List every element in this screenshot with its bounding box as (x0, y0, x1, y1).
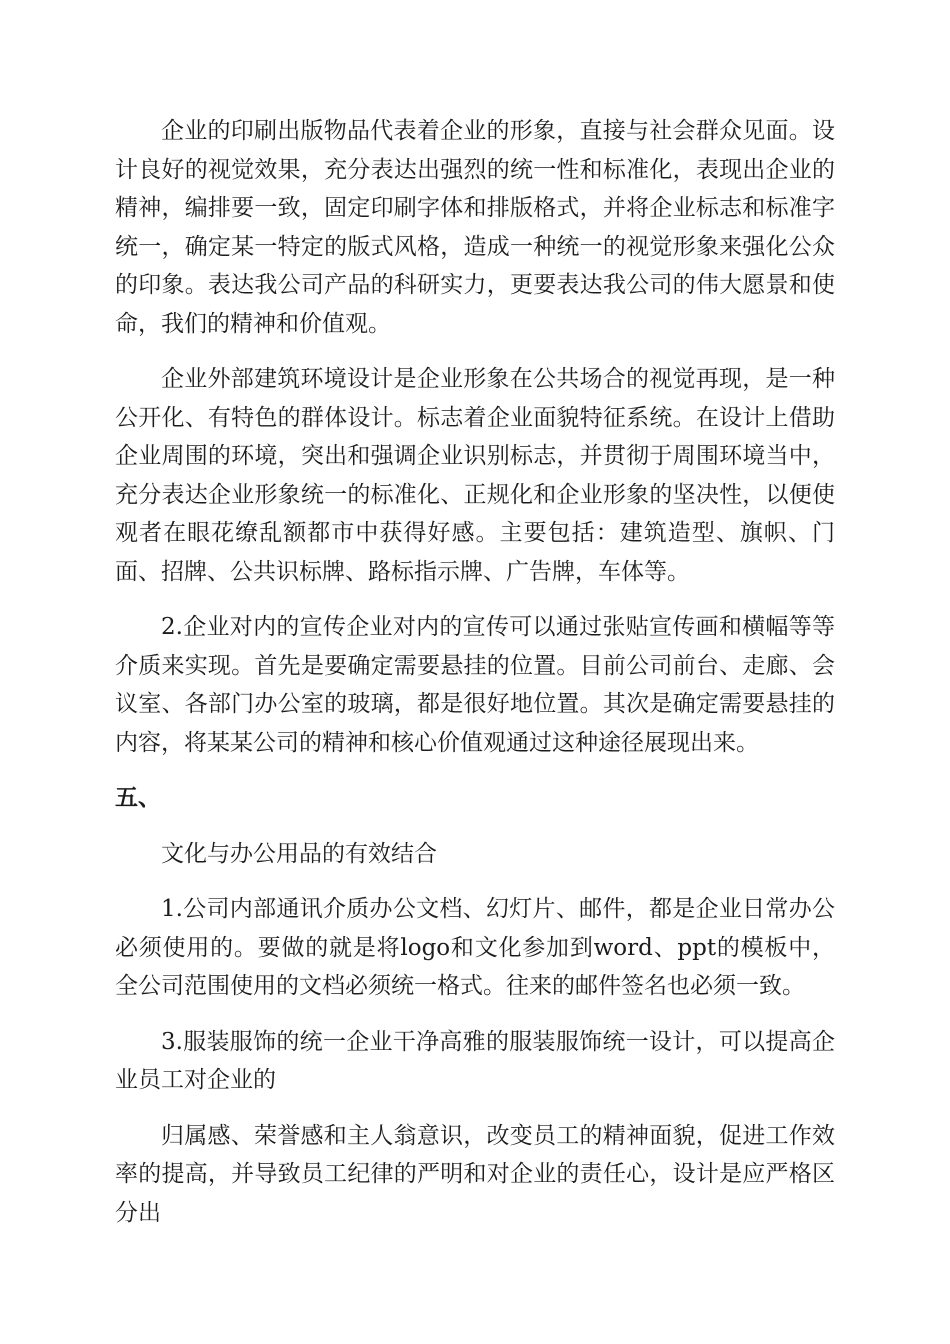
paragraph-sense-of-belonging: 归属感、荣誉感和主人翁意识，改变员工的精神面貌，促进工作效率的提高，并导致员工纪律的严明和对企业的责任心，设计是应严格区分出 (115, 1122, 835, 1226)
paragraph-office-supplies-title: 文化与办公用品的有效结合 (161, 840, 437, 867)
paragraph-internal-promotion: 2.企业对内的宣传企业对内的宣传可以通过张贴宣传画和横幅等等介质来实现。首先是要确定需要悬挂的位置。目前公司前台、走廊、会议室、各部门办公室的玻璃，都是很好地位置。其次是确定需要悬挂的内容，将某某公司的精神和核心价值观通过这种途径展现出来。 (115, 614, 835, 756)
paragraph-internal-communication: 1.公司内部通讯介质办公文档、幻灯片、邮件，都是企业日常办公必须使用的。要做的就是将logo和文化参加到word、ppt的模板中，全公司范围使用的文档必须统一格式。往来的邮件签名也必须一致。 (115, 896, 835, 999)
paragraph-printed-materials: 企业的印刷出版物品代表着企业的形象，直接与社会群众见面。设计良好的视觉效果，充分表达出强烈的统一性和标准化，表现出企业的精神，编排要一致，固定印刷字体和排版格式，并将企业标志和标准字统一，确定某一特定的版式风格，造成一种统一的视觉形象来强化公众的印象。表达我公司产品的科研实力，更要表达我公司的伟大愿景和使命，我们的精神和价值观。 (115, 118, 835, 337)
document-body (115, 112, 835, 1249)
paragraph-uniform-design: 3.服装服饰的统一企业干净高雅的服装服饰统一设计，可以提高企业员工对企业的 (115, 1028, 835, 1093)
paragraph-building-environment: 企业外部建筑环境设计是企业形象在公共场合的视觉再现，是一种公开化、有特色的群体设计。标志着企业面貌特征系统。在设计上借助企业周围的环境，突出和强调企业识别标志，并贯彻于周围环境当中，充分表达企业形象统一的标准化、正规化和企业形象的坚决性，以便使观者在眼花缭乱额都市中获得好感。主要包括：建筑造型、旗帜、门面、招牌、公共识标牌、路标指示牌、广告牌，车体等。 (115, 366, 835, 585)
section-heading-five: 五、 (115, 784, 161, 811)
